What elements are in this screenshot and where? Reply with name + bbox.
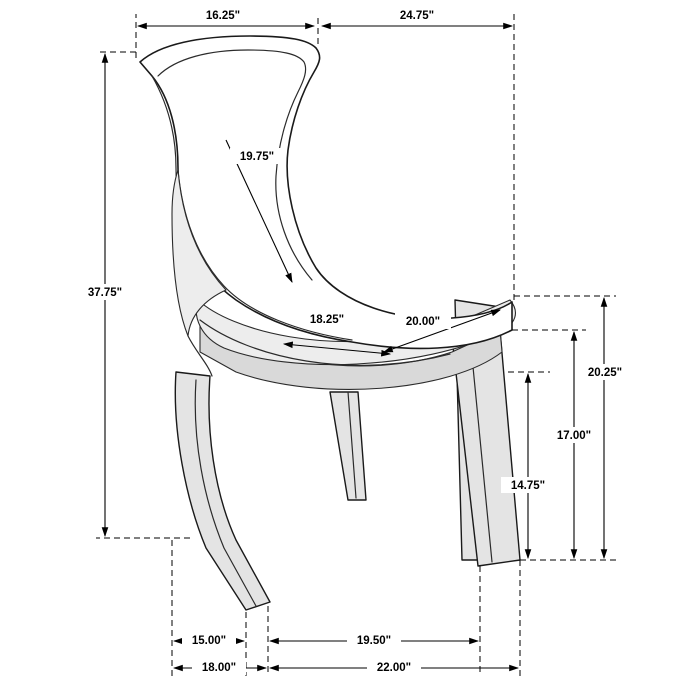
dim-label-19-75: 19.75"	[239, 151, 275, 164]
dimension-right-group	[501, 296, 632, 560]
dim-label-37-75: 37.75"	[87, 287, 123, 300]
dim-label-16-25: 16.25"	[205, 10, 241, 23]
dim-label-18-25: 18.25"	[309, 314, 345, 327]
dim-label-18-00: 18.00"	[201, 662, 237, 675]
dim-label-14-75: 14.75"	[510, 480, 546, 493]
dim-label-20-25: 20.25"	[587, 367, 623, 380]
dim-label-22-00: 22.00"	[376, 662, 412, 675]
dim-label-19-50: 19.50"	[356, 635, 392, 648]
dim-label-20-00: 20.00"	[405, 316, 441, 329]
chair-leg-back-left	[330, 392, 366, 500]
dim-label-17-00: 17.00"	[556, 430, 592, 443]
chair-leg-front-left	[175, 372, 270, 610]
dim-label-15-00: 15.00"	[191, 635, 227, 648]
dim-label-24-75: 24.75"	[399, 10, 435, 23]
